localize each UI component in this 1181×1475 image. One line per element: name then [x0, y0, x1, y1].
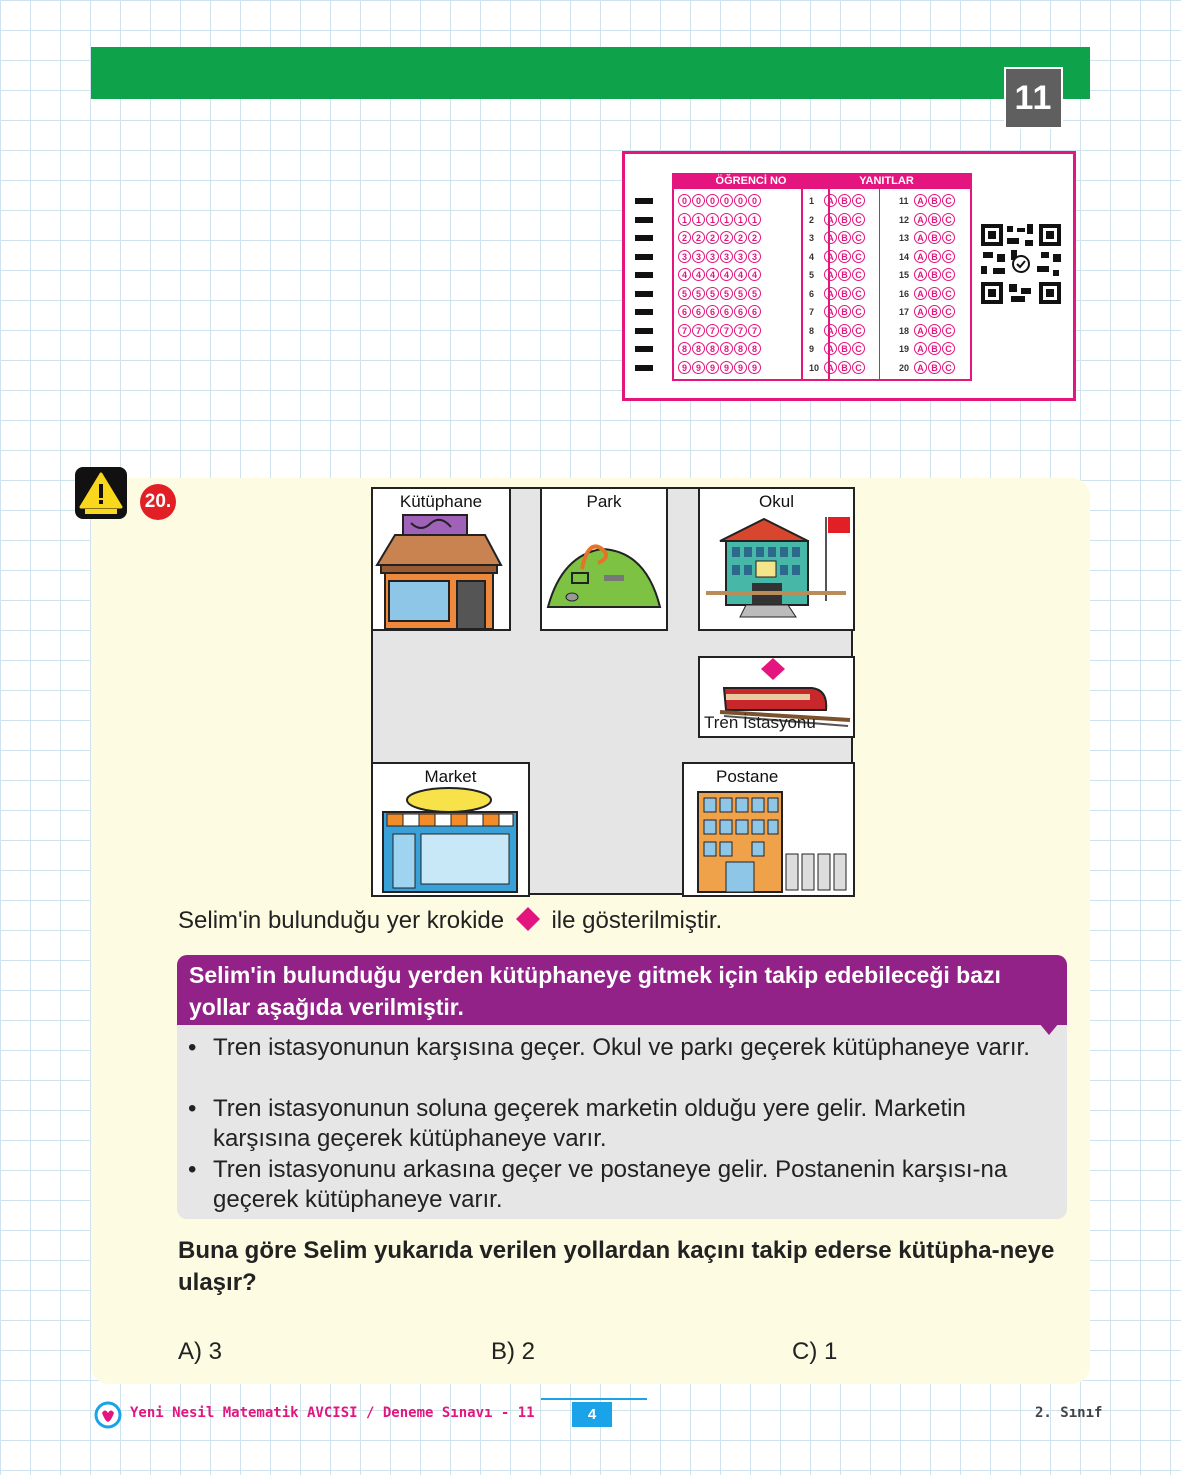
digit-bubble[interactable]: 4 [692, 268, 705, 281]
digit-bubble[interactable]: 9 [748, 361, 761, 374]
school-illustration [700, 511, 853, 629]
timing-mark [635, 217, 653, 223]
digit-bubble[interactable]: 1 [706, 213, 719, 226]
warning-icon [75, 467, 127, 519]
digit-bubble[interactable]: 6 [720, 305, 733, 318]
digit-bubble[interactable]: 8 [706, 342, 719, 355]
header-band [91, 47, 1090, 99]
choice-bubble[interactable]: C [852, 213, 865, 226]
answer-row-number: 1 [809, 196, 815, 206]
choice-bubble[interactable]: A [824, 305, 837, 318]
digit-bubble[interactable]: 9 [706, 361, 719, 374]
digit-bubble[interactable]: 6 [692, 305, 705, 318]
answer-row-number: 2 [809, 214, 815, 225]
choice-bubble[interactable]: C [942, 250, 955, 263]
choice-bubble[interactable]: A [824, 194, 837, 207]
choice-bubble[interactable]: B [928, 361, 941, 374]
choice-bubble[interactable]: C [942, 361, 955, 374]
answer-row-number: 9 [809, 344, 815, 354]
answer-row-number: 16 [899, 288, 910, 299]
digit-bubble[interactable]: 8 [734, 342, 747, 355]
digit-bubble[interactable]: 9 [734, 361, 747, 374]
digit-bubble[interactable]: 0 [720, 194, 733, 207]
answer-row-number: 8 [809, 325, 815, 336]
choice-bubble[interactable]: C [852, 268, 865, 281]
digit-bubble[interactable]: 9 [692, 361, 705, 374]
choice-bubble[interactable]: B [928, 268, 941, 281]
answer-row-number: 4 [809, 251, 815, 262]
digit-bubble[interactable]: 3 [734, 250, 747, 263]
answer-row [899, 194, 956, 207]
qr-code-icon [981, 224, 1061, 304]
digit-bubble[interactable]: 6 [748, 305, 761, 318]
digit-bubble[interactable]: 2 [748, 231, 761, 244]
digit-bubble[interactable]: 2 [692, 231, 705, 244]
digit-bubble[interactable]: 4 [748, 268, 761, 281]
diamond-marker-icon [515, 906, 541, 932]
choice-bubble[interactable]: B [928, 324, 941, 337]
route-text: Tren istasyonunun karşısına geçer. Okul ve parkı geçerek kütüphaneye varır. [213, 1034, 1030, 1061]
choice-bubble[interactable]: B [838, 194, 851, 207]
digit-bubble[interactable]: 4 [678, 268, 691, 281]
test-number-badge: 11 [1004, 67, 1063, 129]
choice-bubble[interactable]: A [914, 361, 927, 374]
choice-bubble[interactable]: C [852, 342, 865, 355]
choice-bubble[interactable]: A [914, 287, 927, 300]
digit-bubble[interactable]: 2 [720, 231, 733, 244]
choice-bubble[interactable]: A [824, 268, 837, 281]
digit-bubble[interactable]: 2 [678, 231, 691, 244]
answer-row-number: 7 [809, 307, 815, 317]
choice-bubble[interactable]: B [838, 324, 851, 337]
choice-bubble[interactable]: A [824, 250, 837, 263]
digit-bubble[interactable]: 3 [748, 250, 761, 263]
library-label: Kütüphane [399, 492, 483, 511]
choice-bubble[interactable]: B [928, 287, 941, 300]
digit-bubble[interactable]: 8 [720, 342, 733, 355]
choice-bubble[interactable]: C [852, 361, 865, 374]
choice-bubble[interactable]: A [824, 361, 837, 374]
digit-bubble[interactable]: 4 [706, 268, 719, 281]
question-prompt: Buna göre Selim yukarıda verilen yollardan kaçını takip ederse kütüpha-neye ulaşır? [178, 1237, 1055, 1296]
train-station-label: Tren İstasyonu [704, 713, 816, 732]
timing-mark [635, 272, 653, 278]
library-building [371, 487, 511, 631]
answer-row [899, 342, 956, 355]
answer-row [809, 194, 866, 207]
student-no-row [678, 231, 762, 244]
choice-bubble[interactable]: C [942, 194, 955, 207]
school-building [698, 487, 855, 631]
digit-bubble[interactable]: 7 [720, 324, 733, 337]
student-no-row [678, 342, 762, 355]
choice-bubble[interactable]: A [824, 342, 837, 355]
answer-row-number: 17 [899, 307, 910, 317]
answer-row [899, 324, 956, 337]
digit-bubble[interactable]: 6 [706, 305, 719, 318]
answer-row [809, 250, 866, 263]
choice-bubble[interactable]: B [928, 231, 941, 244]
answer-row-number: 6 [809, 288, 815, 299]
answer-row [899, 361, 956, 374]
digit-bubble[interactable]: 0 [692, 194, 705, 207]
answer-row-number: 18 [899, 325, 910, 336]
route-item: • Tren istasyonunun soluna geçerek marketin olduğu yere gelir. Marketin karşısına geçerek kütüphaneye varır. [188, 1095, 966, 1152]
digit-bubble[interactable]: 3 [678, 250, 691, 263]
route-text: Tren istasyonunu arkasına geçer ve postaneye gelir. Postanenin karşısı-na geçerek kütüphaneye varır. [213, 1156, 1008, 1213]
choice-bubble[interactable]: C [852, 250, 865, 263]
timing-mark [635, 235, 653, 241]
answer-row [899, 287, 956, 300]
choice-bubble[interactable]: A [914, 231, 927, 244]
digit-bubble[interactable]: 7 [692, 324, 705, 337]
digit-bubble[interactable]: 0 [678, 194, 691, 207]
answer-row-number: 5 [809, 270, 815, 280]
choice-bubble[interactable]: A [914, 324, 927, 337]
student-no-header: ÖĞRENCİ NO [672, 173, 830, 189]
student-no-row [678, 250, 762, 263]
timing-mark [635, 346, 653, 352]
timing-mark [635, 365, 653, 371]
answer-row-number: 3 [809, 233, 815, 243]
park-area [540, 487, 668, 631]
answer-row [809, 287, 866, 300]
timing-mark [635, 254, 653, 260]
footer-title: Yeni Nesil Matematik AVCISI / Deneme Sınavı - 11 [130, 1405, 535, 1421]
routes-heading: Selim'in bulunduğu yerden kütüphaneye gitmek için takip edebileceği bazı yollar aşağıda verilmiştir. [189, 962, 1001, 1020]
choice-bubble[interactable]: C [852, 287, 865, 300]
choice-bubble[interactable]: C [852, 324, 865, 337]
answer-row [899, 268, 956, 281]
digit-bubble[interactable]: 5 [692, 287, 705, 300]
choice-bubble[interactable]: A [824, 287, 837, 300]
question-number: 20. [140, 484, 176, 520]
digit-bubble[interactable]: 5 [720, 287, 733, 300]
answer-row-number: 19 [899, 344, 910, 354]
answer-row [899, 305, 956, 318]
choice-bubble[interactable]: B [928, 213, 941, 226]
choice-bubble[interactable]: C [852, 194, 865, 207]
answer-row [809, 361, 866, 374]
digit-bubble[interactable]: 0 [748, 194, 761, 207]
route-text: Tren istasyonunun soluna geçerek marketin olduğu yere gelir. Marketin karşısına geçerek kütüphaneye varır. [213, 1095, 966, 1152]
choice-bubble[interactable]: B [838, 213, 851, 226]
digit-bubble[interactable]: 2 [706, 231, 719, 244]
digit-bubble[interactable]: 5 [678, 287, 691, 300]
location-statement [178, 906, 722, 935]
timing-mark [635, 198, 653, 204]
answer-row [899, 231, 956, 244]
digit-bubble[interactable]: 2 [734, 231, 747, 244]
footer-page-number: 4 [572, 1402, 612, 1427]
choice-bubble[interactable]: C [942, 342, 955, 355]
student-no-row [678, 305, 762, 318]
digit-bubble[interactable]: 1 [692, 213, 705, 226]
choice-bubble[interactable]: C [942, 305, 955, 318]
timing-mark [635, 328, 653, 334]
footer-divider [541, 1398, 647, 1400]
option-b[interactable]: B) 2 [491, 1338, 536, 1365]
student-no-row [678, 361, 762, 374]
choice-bubble[interactable]: B [838, 305, 851, 318]
choice-bubble[interactable]: B [838, 287, 851, 300]
answer-row-number: 14 [899, 251, 910, 262]
timing-mark [635, 309, 653, 315]
digit-bubble[interactable]: 7 [678, 324, 691, 337]
choice-bubble[interactable]: C [942, 287, 955, 300]
digit-bubble[interactable]: 7 [706, 324, 719, 337]
route-item: • Tren istasyonunun karşısına geçer. Okul ve parkı geçerek kütüphaneye varır. [188, 1034, 1030, 1061]
answers-grid [801, 189, 972, 381]
park-illustration [542, 515, 666, 629]
choice-bubble[interactable]: A [914, 268, 927, 281]
digit-bubble[interactable]: 3 [720, 250, 733, 263]
school-label: Okul [759, 492, 794, 511]
digit-bubble[interactable]: 9 [678, 361, 691, 374]
timing-mark [635, 291, 653, 297]
route-item: • Tren istasyonunu arkasına geçer ve postaneye gelir. Postanenin karşısı-na geçerek kütüphaneye varır. [188, 1156, 1008, 1213]
student-no-row [678, 213, 762, 226]
student-no-row [678, 324, 762, 337]
digit-bubble[interactable]: 7 [748, 324, 761, 337]
footer-grade: 2. Sınıf [1035, 1405, 1103, 1421]
answer-row-number: 15 [899, 270, 910, 280]
publisher-logo-icon [94, 1401, 122, 1429]
choice-bubble[interactable]: C [942, 268, 955, 281]
market-building [371, 762, 530, 897]
answer-row-number: 20 [899, 362, 910, 373]
location-statement-end: ile gösterilmiştir. [551, 907, 723, 934]
option-c[interactable]: C) 1 [792, 1338, 838, 1365]
digit-bubble[interactable]: 1 [734, 213, 747, 226]
choice-bubble[interactable]: B [928, 342, 941, 355]
digit-bubble[interactable]: 5 [706, 287, 719, 300]
answer-row [809, 213, 866, 226]
digit-bubble[interactable]: 6 [734, 305, 747, 318]
choice-bubble[interactable]: A [914, 305, 927, 318]
choice-bubble[interactable]: A [824, 213, 837, 226]
digit-bubble[interactable]: 1 [678, 213, 691, 226]
digit-bubble[interactable]: 8 [678, 342, 691, 355]
choice-bubble[interactable]: B [928, 194, 941, 207]
choice-bubble[interactable]: A [914, 194, 927, 207]
answer-row-number: 11 [899, 196, 909, 206]
choice-bubble[interactable]: A [824, 324, 837, 337]
answer-row [899, 250, 956, 263]
choice-bubble[interactable]: C [852, 231, 865, 244]
choice-bubble[interactable]: C [942, 324, 955, 337]
train-station [698, 656, 855, 738]
park-label: Park [586, 492, 622, 511]
answer-row [809, 305, 866, 318]
market-illustration [373, 786, 528, 896]
student-no-row [678, 268, 762, 281]
answer-row [809, 231, 866, 244]
digit-bubble[interactable]: 1 [720, 213, 733, 226]
choice-bubble[interactable]: C [942, 231, 955, 244]
location-statement-start: Selim'in bulunduğu yer krokide [178, 907, 505, 934]
answer-row-number: 13 [899, 233, 910, 243]
choice-bubble[interactable]: A [914, 250, 927, 263]
answer-row [809, 324, 866, 337]
digit-bubble[interactable]: 8 [692, 342, 705, 355]
choice-bubble[interactable]: B [928, 250, 941, 263]
answer-row [899, 213, 956, 226]
map-sketch [371, 487, 853, 895]
selim-location-marker [761, 658, 785, 680]
digit-bubble[interactable]: 4 [734, 268, 747, 281]
answer-row [809, 268, 866, 281]
choice-bubble[interactable]: B [928, 305, 941, 318]
digit-bubble[interactable]: 6 [678, 305, 691, 318]
library-illustration [373, 511, 509, 629]
post-office-label: Postane [716, 767, 779, 786]
digit-bubble[interactable]: 3 [706, 250, 719, 263]
digit-bubble[interactable]: 3 [692, 250, 705, 263]
option-a[interactable]: A) 3 [178, 1338, 223, 1365]
answer-row-number: 12 [899, 214, 910, 225]
choice-bubble[interactable]: B [838, 361, 851, 374]
choice-bubble[interactable]: A [914, 213, 927, 226]
digit-bubble[interactable]: 5 [734, 287, 747, 300]
digit-bubble[interactable]: 1 [748, 213, 761, 226]
choice-bubble[interactable]: B [838, 231, 851, 244]
market-label: Market [424, 767, 477, 786]
answer-row [809, 342, 866, 355]
choice-bubble[interactable]: B [838, 268, 851, 281]
digit-bubble[interactable]: 0 [734, 194, 747, 207]
digit-bubble[interactable]: 0 [706, 194, 719, 207]
post-office-illustration [684, 786, 853, 896]
choice-bubble[interactable]: B [838, 342, 851, 355]
digit-bubble[interactable]: 5 [748, 287, 761, 300]
choice-bubble[interactable]: C [852, 305, 865, 318]
choice-bubble[interactable]: B [838, 250, 851, 263]
digit-bubble[interactable]: 8 [748, 342, 761, 355]
student-no-row [678, 194, 762, 207]
digit-bubble[interactable]: 9 [720, 361, 733, 374]
digit-bubble[interactable]: 7 [734, 324, 747, 337]
choice-bubble[interactable]: A [914, 342, 927, 355]
digit-bubble[interactable]: 4 [720, 268, 733, 281]
choice-bubble[interactable]: A [824, 231, 837, 244]
choice-bubble[interactable]: C [942, 213, 955, 226]
post-office-building [682, 762, 855, 897]
answers-header: YANITLAR [801, 173, 972, 189]
optical-answer-form [622, 151, 1076, 401]
answer-row-number: 10 [809, 362, 820, 373]
student-no-row [678, 287, 762, 300]
